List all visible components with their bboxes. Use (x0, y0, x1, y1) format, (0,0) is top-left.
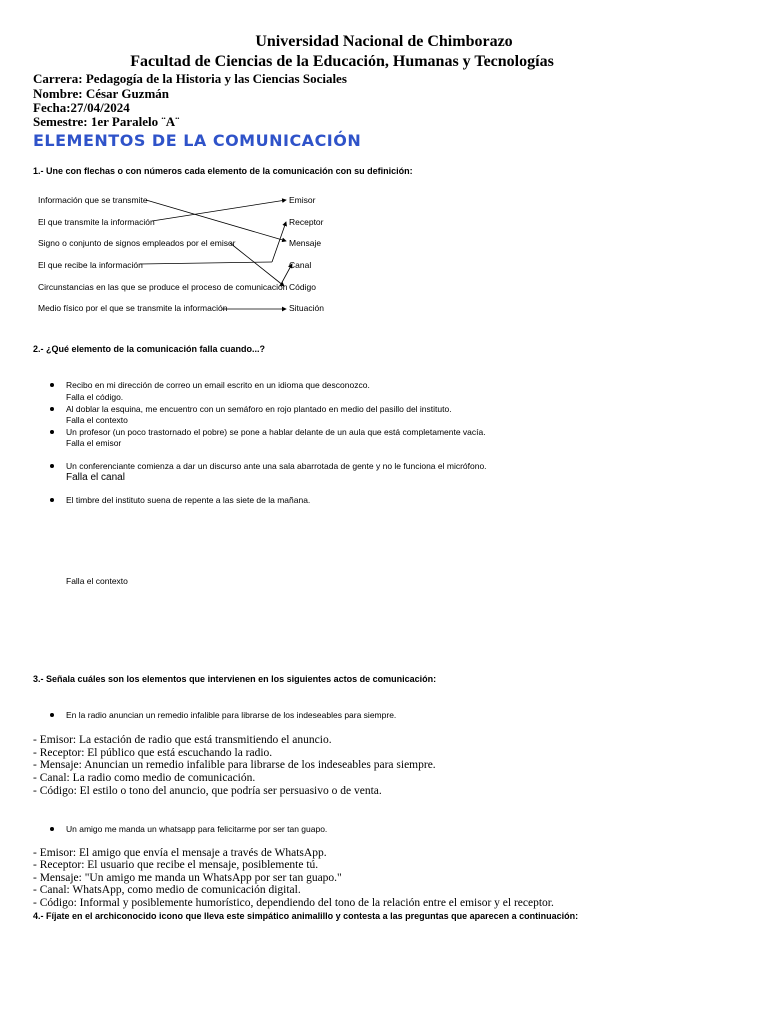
q2-item-3: Un profesor (un poco trastornado el pobre) se pone a hablar delante de un aula que está completamente vacía. (66, 427, 486, 437)
career-line: Carrera: Pedagogía de la Historia y las Ciencias Sociales (33, 71, 347, 86)
question-1: 1.- Une con flechas o con números cada elemento de la comunicación con su definición: (33, 166, 413, 176)
student-name: Nombre: César Guzmán (33, 86, 170, 101)
q3-act-1-line-3: - Mensaje: Anuncian un remedio infalible para librarse de los indeseables para siempre. (33, 759, 436, 771)
q2-item-4: Un conferenciante comienza a dar un discurso ante una sala abarrotada de gente y no le funciona el micrófono. (66, 461, 487, 471)
q2-answer-5: Falla el contexto (66, 576, 128, 586)
q2-answer-3: Falla el emisor (66, 438, 122, 448)
definition-3: Signo o conjunto de signos empleados por el emisor (38, 238, 236, 248)
q3-act-2: Un amigo me manda un whatsapp para felicitarme por ser tan guapo. (66, 824, 328, 834)
q3-act-1-line-1: - Emisor: La estación de radio que está transmitiendo el anuncio. (33, 734, 332, 746)
bullet (50, 407, 54, 411)
q3-act-1-line-2: - Receptor: El público que está escuchando la radio. (33, 747, 273, 759)
semester-line: Semestre: 1er Paralelo ¨A¨ (33, 114, 180, 129)
q2-answer-1: Falla el código. (66, 392, 124, 402)
q3-act-1-line-5: - Código: El estilo o tono del anuncio, que podría ser persuasivo o de venta. (33, 785, 382, 797)
q3-act-1: En la radio anuncian un remedio infalible para librarse de los indeseables para siempre. (66, 710, 397, 720)
element-codigo: Código (289, 282, 316, 292)
faculty-name: Facultad de Ciencias de la Educación, Humanas y Tecnologías (130, 53, 554, 70)
arrow-info-to-mensaje (146, 200, 286, 241)
element-emisor: Emisor (289, 195, 316, 205)
q2-item-1: Recibo en mi dirección de correo un email escrito en un idioma que desconozco. (66, 380, 370, 390)
q3-act-2-line-4: - Canal: WhatsApp, como medio de comunicación digital. (33, 884, 301, 896)
q3-act-2-line-3: - Mensaje: "Un amigo me manda un WhatsApp por ser tan guapo." (33, 872, 342, 884)
definition-6: Medio físico por el que se transmite la información (38, 303, 228, 313)
q2-item-2: Al doblar la esquina, me encuentro con un semáforo en rojo plantado en medio del pasillo del instituto. (66, 404, 452, 414)
definition-4: El que recibe la información (38, 260, 143, 270)
q2-item-5: El timbre del instituto suena de repente a las siete de la mañana. (66, 495, 311, 505)
bullet (50, 430, 54, 434)
arrow-signos-to-codigo (230, 243, 284, 286)
element-receptor: Receptor (289, 217, 324, 227)
bullet (50, 383, 54, 387)
bullet (50, 713, 54, 717)
q3-act-2-line-5: - Código: Informal y posiblemente humorístico, dependiendo del tono de la relación entre el emisor y el receptor. (33, 897, 554, 909)
bullet (50, 464, 54, 468)
q3-act-2-line-1: - Emisor: El amigo que envía el mensaje a través de WhatsApp. (33, 847, 327, 859)
element-mensaje: Mensaje (289, 238, 322, 248)
arrow-recibe-to-receptor-tip (272, 222, 286, 262)
arrow-transmite-to-emisor (152, 200, 286, 221)
q2-answer-2: Falla el contexto (66, 415, 128, 425)
question-4: 4.- Fíjate en el archiconocido icono que lleva este simpático animalillo y contesta a las preguntas que aparecen a continuación: (33, 911, 579, 921)
question-3: 3.- Señala cuáles son los elementos que intervienen en los siguientes actos de comunicación: (33, 674, 437, 684)
question-2: 2.- ¿Qué elemento de la comunicación falla cuando...? (33, 344, 266, 354)
arrow-circunstancias-to-canal (280, 264, 292, 286)
definition-2: El que transmite la información (38, 217, 155, 227)
definition-5: Circunstancias en las que se produce el proceso de comunicación (38, 282, 288, 292)
bullet (50, 827, 54, 831)
definition-1: Información que se transmite (38, 195, 148, 205)
arrow-recibe-to-receptor (140, 262, 272, 264)
date-line: Fecha:27/04/2024 (33, 100, 130, 115)
element-canal: Canal (289, 260, 312, 270)
university-name: Universidad Nacional de Chimborazo (255, 33, 513, 50)
q3-act-2-line-2: - Receptor: El usuario que recibe el mensaje, posiblemente tú. (33, 859, 319, 871)
document-title: ELEMENTOS DE LA COMUNICACIÓN (33, 131, 362, 150)
element-situacion: Situación (289, 303, 324, 313)
q3-act-1-line-4: - Canal: La radio como medio de comunicación. (33, 772, 256, 784)
q2-answer-4: Falla el canal (66, 472, 125, 483)
bullet (50, 498, 54, 502)
